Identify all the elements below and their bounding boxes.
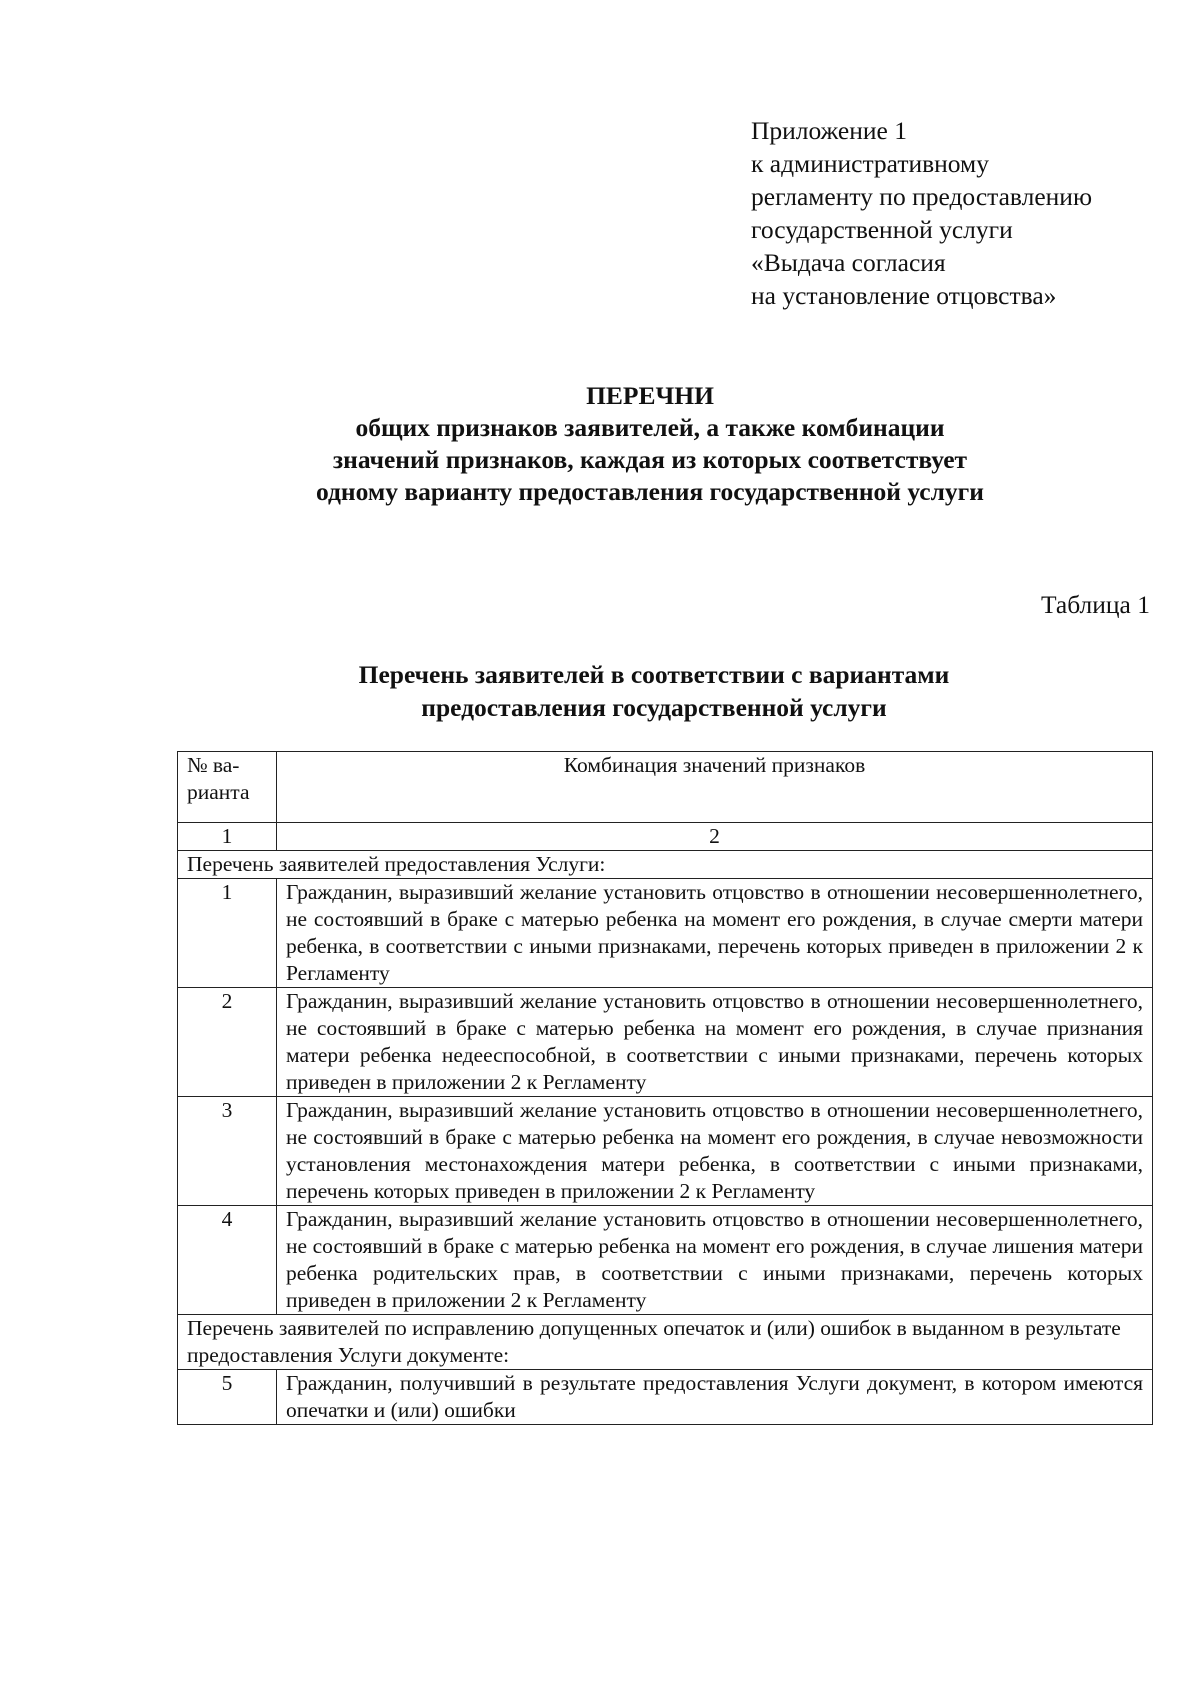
variant-number: 1 (178, 879, 277, 988)
section-row (178, 851, 1153, 879)
section-title: Перечень заявителей по исправлению допущенных опечаток и (или) ошибок в выданном в результате предоставления Услуги документе: (178, 1315, 1153, 1370)
applicants-table (177, 751, 1153, 1425)
section-row (178, 1315, 1153, 1370)
variant-description: Гражданин, выразивший желание установить отцовство в отношении несовершеннолетнего, не состоявший в браке с матерью ребенка на момент его рождения, в случае лишения матери ребенка родительских прав, в соответствии с иными признаками, перечень которых приведен в приложении 2 к Регламенту (277, 1206, 1153, 1315)
variant-number: 4 (178, 1206, 277, 1315)
document-heading (0, 380, 1200, 508)
table-title-line: предоставления государственной услуги (421, 693, 887, 722)
variant-number: 3 (178, 1097, 277, 1206)
variant-description: Гражданин, выразивший желание установить отцовство в отношении несовершеннолетнего, не состоявший в браке с матерью ребенка на момент его рождения, в случае смерти матери ребенка, в соответствии с иными признаками, перечень которых приведен в приложении 2 к Регламенту (277, 879, 1153, 988)
table-label: Таблица 1 (1040, 590, 1150, 619)
heading-subtitle-line: общих признаков заявителей, а также комбинации (355, 413, 945, 442)
annex-line: «Выдача согласия (751, 248, 946, 277)
table-row (178, 1097, 1153, 1206)
table-index-row (178, 823, 1153, 851)
table-row (178, 988, 1153, 1097)
index-col2: 2 (277, 823, 1153, 851)
heading-title: ПЕРЕЧНИ (586, 381, 714, 410)
variant-description: Гражданин, получивший в результате предоставления Услуги документ, в котором имеются опечатки и (или) ошибки (277, 1370, 1153, 1425)
annex-line: регламенту по предоставлению (751, 182, 1093, 211)
variant-description: Гражданин, выразивший желание установить отцовство в отношении несовершеннолетнего, не состоявший в браке с матерью ребенка на момент его рождения, в случае невозможности установления местонахождения матери ребенка, в соответствии с иными признаками, перечень которых приведен в приложении 2 к Регламенту (277, 1097, 1153, 1206)
annex-line: государственной услуги (751, 215, 1013, 244)
header-combination: Комбинация значений признаков (277, 752, 1153, 823)
annex-line: к административному (751, 149, 989, 178)
variant-number: 5 (178, 1370, 277, 1425)
index-col1: 1 (178, 823, 277, 851)
header-variant-number (178, 752, 277, 823)
header-variant-line2: рианта (187, 780, 250, 804)
annex-line: Приложение 1 (751, 116, 907, 145)
annex-block (751, 114, 1092, 312)
variant-description: Гражданин, выразивший желание установить отцовство в отношении несовершеннолетнего, не состоявший в браке с матерью ребенка на момент его рождения, в случае признания матери ребенка недееспособной, в соответствии с иными признаками, перечень которых приведен в приложении 2 к Регламенту (277, 988, 1153, 1097)
table-row (178, 879, 1153, 988)
annex-line: на установление отцовства» (751, 281, 1057, 310)
variant-number: 2 (178, 988, 277, 1097)
table-header-row (178, 752, 1153, 823)
table-title (0, 658, 1200, 724)
heading-subtitle-line: одному варианту предоставления государственной услуги (316, 477, 984, 506)
table-row (178, 1370, 1153, 1425)
heading-subtitle-line: значений признаков, каждая из которых соответствует (332, 445, 968, 474)
table-row (178, 1206, 1153, 1315)
header-variant-line1: № ва- (187, 753, 240, 777)
table-title-line: Перечень заявителей в соответствии с вариантами (358, 660, 950, 689)
section-title: Перечень заявителей предоставления Услуги: (178, 851, 1153, 879)
